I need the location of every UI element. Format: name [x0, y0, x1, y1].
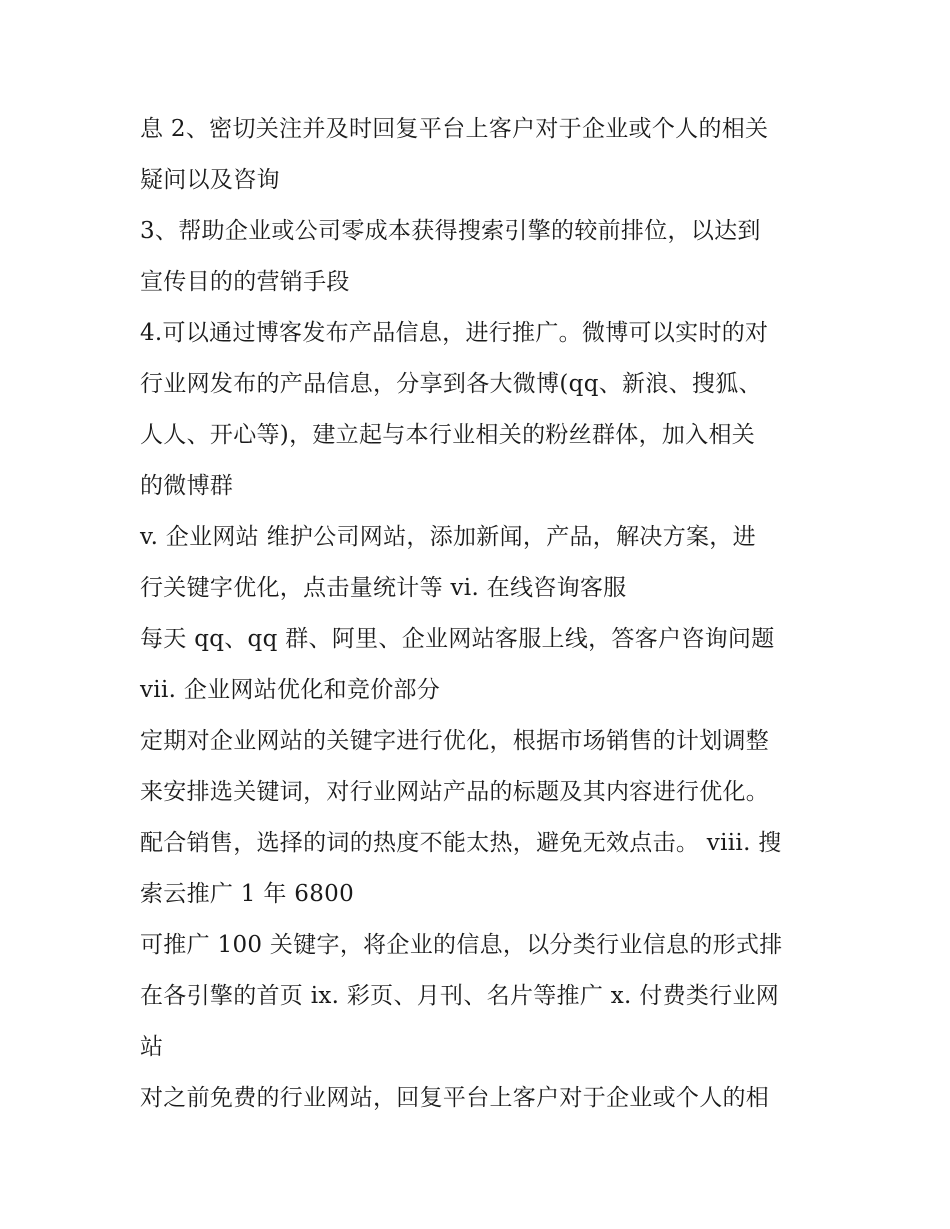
text-line: 人人、开心等)，建立起与本行业相关的粉丝群体，加入相关 — [140, 422, 756, 448]
text-line: 的微博群 — [140, 473, 234, 499]
text-line: 在各引擎的首页 ix. 彩页、月刊、名片等推广 x. 付费类行业网 — [140, 983, 780, 1009]
text-line: 疑问以及咨询 — [140, 167, 280, 193]
text-line: 配合销售，选择的词的热度不能太热，避免无效点击。 viii. 搜 — [140, 830, 782, 856]
text-line: 索云推广 1 年 6800 — [140, 881, 354, 907]
text-line: 对之前免费的行业网站，回复平台上客户对于企业或个人的相 — [140, 1085, 770, 1111]
text-line: 可推广 100 关键字，将企业的信息，以分类行业信息的形式排 — [140, 932, 783, 958]
text-line: 宣传目的的营销手段 — [140, 269, 350, 295]
text-line: 站 — [140, 1034, 164, 1060]
text-line: vii. 企业网站优化和竞价部分 — [140, 677, 441, 703]
text-line: 每天 qq、qq 群、阿里、企业网站客服上线，答客户咨询问题 — [140, 626, 775, 652]
body-text — [140, 104, 820, 1124]
text-line: 定期对企业网站的关键字进行优化，根据市场销售的计划调整 — [140, 728, 770, 754]
text-line: 行业网发布的产品信息，分享到各大微博(qq、新浪、搜狐、 — [140, 371, 762, 397]
text-line: v. 企业网站 维护公司网站，添加新闻，产品，解决方案，进 — [140, 524, 756, 550]
text-line: 息 2、密切关注并及时回复平台上客户对于企业或个人的相关 — [140, 116, 769, 142]
text-line: 来安排选关键词，对行业网站产品的标题及其内容进行优化。 — [140, 779, 770, 805]
text-line: 4.可以通过博客发布产品信息，进行推广。微博可以实时的对 — [140, 320, 769, 346]
text-line: 3、帮助企业或公司零成本获得搜索引擎的较前排位，以达到 — [140, 218, 761, 244]
text-line: 行关键字优化，点击量统计等 vi. 在线咨询客服 — [140, 575, 627, 601]
